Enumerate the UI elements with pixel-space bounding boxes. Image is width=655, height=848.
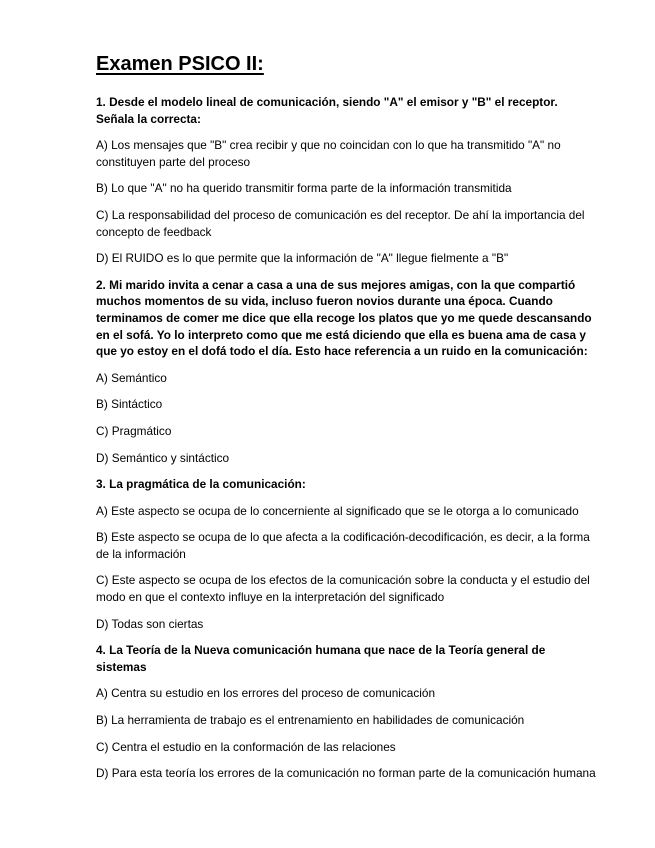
answer-option-c: C) Este aspecto se ocupa de los efectos de la comunicación sobre la conducta y el estudio del modo en que el contexto influye en la interpretación del significado [96,573,590,605]
answer-option-d: D) El RUIDO es lo que permite que la información de "A" llegue fielmente a "B" [96,251,509,266]
question-2 [96,277,596,466]
answer-option-c: C) Pragmático [96,423,172,438]
answer-option-a: A) Centra su estudio en los errores del proceso de comunicación [96,686,436,701]
answer-option-d: D) Para esta teoría los errores de la comunicación no forman parte de la comunicación humana [96,766,596,781]
answer-option-d: D) Todas son ciertas [96,616,204,631]
answer-option-b: B) Este aspecto se ocupa de lo que afecta a la codificación-decodificación, es decir, a la forma de la información [96,530,590,561]
answer-option-a: A) Este aspecto se ocupa de lo concerniente al significado que se le otorga a lo comunicado [96,503,579,518]
question-1 [96,94,596,267]
answer-option-b: B) La herramienta de trabajo es el entrenamiento en habilidades de comunicación [96,713,525,728]
question-text: 1. Desde el modelo lineal de comunicación, siendo "A" el emisor y "B" el receptor. Señala la correcta: [96,95,558,126]
answer-option-a: A) Los mensajes que "B" crea recibir y que no coincidan con lo que ha transmitido "A" no constituyen parte del proceso [96,138,561,169]
question-text: 2. Mi marido invita a cenar a casa a una de sus mejores amigas, con la que compartió muchos momentos de su vida, incluso fueron novios durante una época. Cuando terminamos de comer me dice que ella recoge los platos que yo me quede descansando en el sofá. Yo lo interpreto como que me está diciendo que ella es buena ama de casa y que yo estoy en el dofá todo el día. Esto hace referencia a un ruido en la comunicación: [96,277,592,359]
answer-option-b: B) Sintáctico [96,397,163,412]
question-4 [96,642,596,782]
page-title: Examen PSICO II: [96,53,264,75]
exam-page [96,52,596,792]
answer-option-c: C) La responsabilidad del proceso de comunicación es del receptor. De ahí la importancia del concepto de feedback [96,207,585,239]
question-text: 3. La pragmática de la comunicación: [96,477,306,492]
question-text: 4. La Teoría de la Nueva comunicación humana que nace de la Teoría general de sistemas [96,643,546,674]
answer-option-a: A) Semántico [96,370,167,385]
answer-option-c: C) Centra el estudio en la conformación de las relaciones [96,739,396,754]
answer-option-b: B) Lo que "A" no ha querido transmitir forma parte de la información transmitida [96,181,512,196]
answer-option-d: D) Semántico y sintáctico [96,450,230,465]
question-3 [96,476,596,632]
